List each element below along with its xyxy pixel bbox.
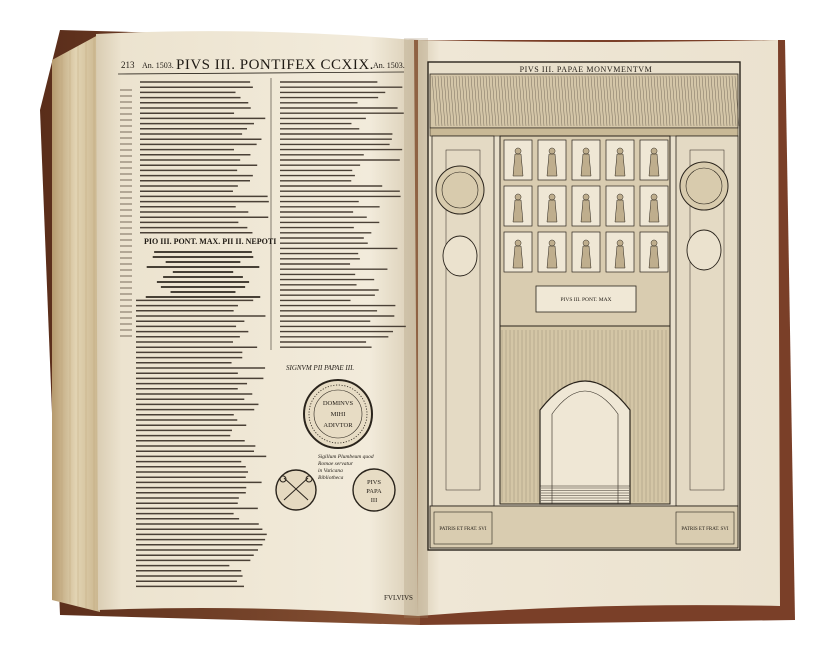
small-seal-line-3: III [370, 497, 378, 504]
plate-caption: PIVS III. PAPAE MONVMENTVM [519, 65, 653, 74]
page-edges-left [52, 34, 100, 612]
small-seal-line-1: PIVS [366, 479, 382, 486]
monument-engraving [428, 62, 740, 550]
plate-lower-left-text: PATRIS ET FRAT. SVI [439, 527, 487, 532]
archway [540, 381, 630, 504]
medal-line-3: ADIVTOR [323, 422, 353, 429]
catchword: FVLVIVS [384, 594, 413, 602]
plate-lower-right-text: PATRIS ET FRAT. SVI [681, 527, 729, 532]
seal-note-4: Bibliotheca [318, 475, 344, 481]
seal-note-1: Sigillum Plumbeum quod [318, 454, 374, 460]
year-label-right: An. 1503. [373, 61, 405, 70]
seal-heading: SIGNVM PII PAPAE III. [286, 364, 355, 372]
portrait-medallion-left [436, 166, 484, 214]
medal-line-1: DOMINVS [322, 400, 354, 407]
seal-note-2: Romae servatur [318, 461, 353, 467]
page-title: PIVS III. PONTIFEX CCXIX. [176, 57, 374, 73]
seal-note-3: in Vaticana [318, 468, 343, 474]
year-label-left: An. 1503. [142, 61, 174, 70]
small-seal-line-2: PAPA [366, 488, 382, 495]
arms-medallion-right [680, 162, 728, 210]
gutter-shadow [404, 38, 428, 618]
tomb-inscription: PIVS III. PONT. MAX [560, 297, 612, 303]
medal-line-2: MIHI [330, 411, 346, 418]
epitaph-heading: PIO III. PONT. MAX. PII II. NEPOTI [144, 237, 277, 246]
page-number: 213 [121, 60, 135, 70]
